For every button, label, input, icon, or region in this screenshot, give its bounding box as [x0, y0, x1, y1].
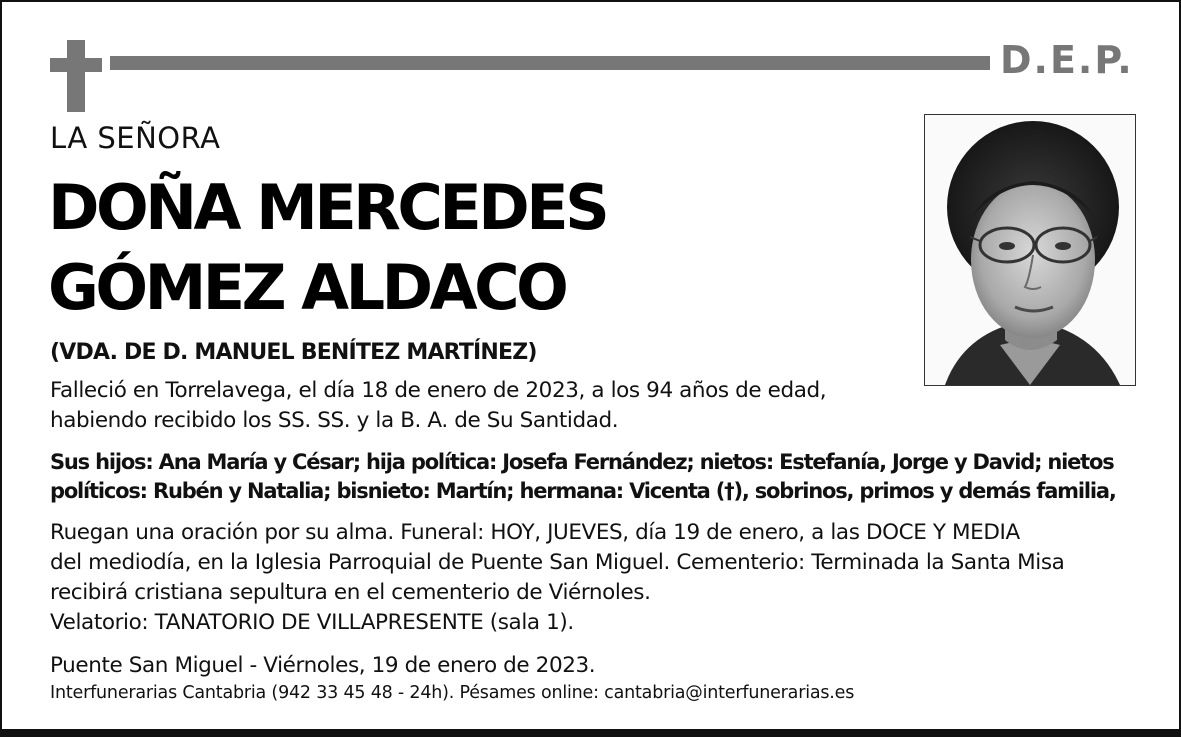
wake-line: Velatorio: TANATORIO DE VILLAPRESENTE (sala 1).	[50, 610, 574, 635]
portrait-photo	[924, 114, 1136, 386]
funeral-line-3: recibirá cristiana sepultura en el cementerio de Viérnoles.	[50, 580, 651, 605]
name-line-2: GÓMEZ ALDACO	[48, 251, 566, 324]
family-list	[50, 448, 1116, 506]
dep-label: D.E.P.	[1000, 38, 1134, 82]
funeral-line-2: del mediodía, en la Iglesia Parroquial de Puente San Miguel. Cementerio: Terminada la Santa Misa	[50, 550, 1065, 575]
title-label: LA SEÑORA	[50, 121, 221, 155]
death-line-1: Falleció en Torrelavega, el día 18 de enero de 2023, a los 94 años de edad,	[50, 378, 827, 403]
name-line-1: DOÑA MERCEDES	[48, 171, 607, 244]
death-line-2: habiendo recibido los SS. SS. y la B. A. de Su Santidad.	[50, 408, 619, 433]
funeral-line-1: Ruegan una oración por su alma. Funeral: HOY, JUEVES, día 19 de enero, a las DOCE Y MEDIA	[50, 520, 1020, 545]
cross-icon	[50, 40, 102, 112]
header-rule	[110, 56, 990, 70]
place-date: Puente San Miguel - Viérnoles, 19 de enero de 2023.	[50, 653, 596, 678]
family-line-2: políticos: Rubén y Natalia; bisnieto: Martín; hermana: Vicenta (†), sobrinos, primos y demás familia,	[50, 479, 1116, 503]
funeral-home-contact: Interfunerarias Cantabria (942 33 45 48 - 24h). Pésames online: cantabria@interfunerarias.es	[50, 683, 855, 703]
widow-of: (VDA. DE D. MANUEL BENÍTEZ MARTÍNEZ)	[50, 340, 537, 365]
deceased-name	[48, 168, 606, 328]
family-line-1: Sus hijos: Ana María y César; hija política: Josefa Fernández; nietos: Estefanía, Jorge y David; nietos	[50, 450, 1114, 474]
